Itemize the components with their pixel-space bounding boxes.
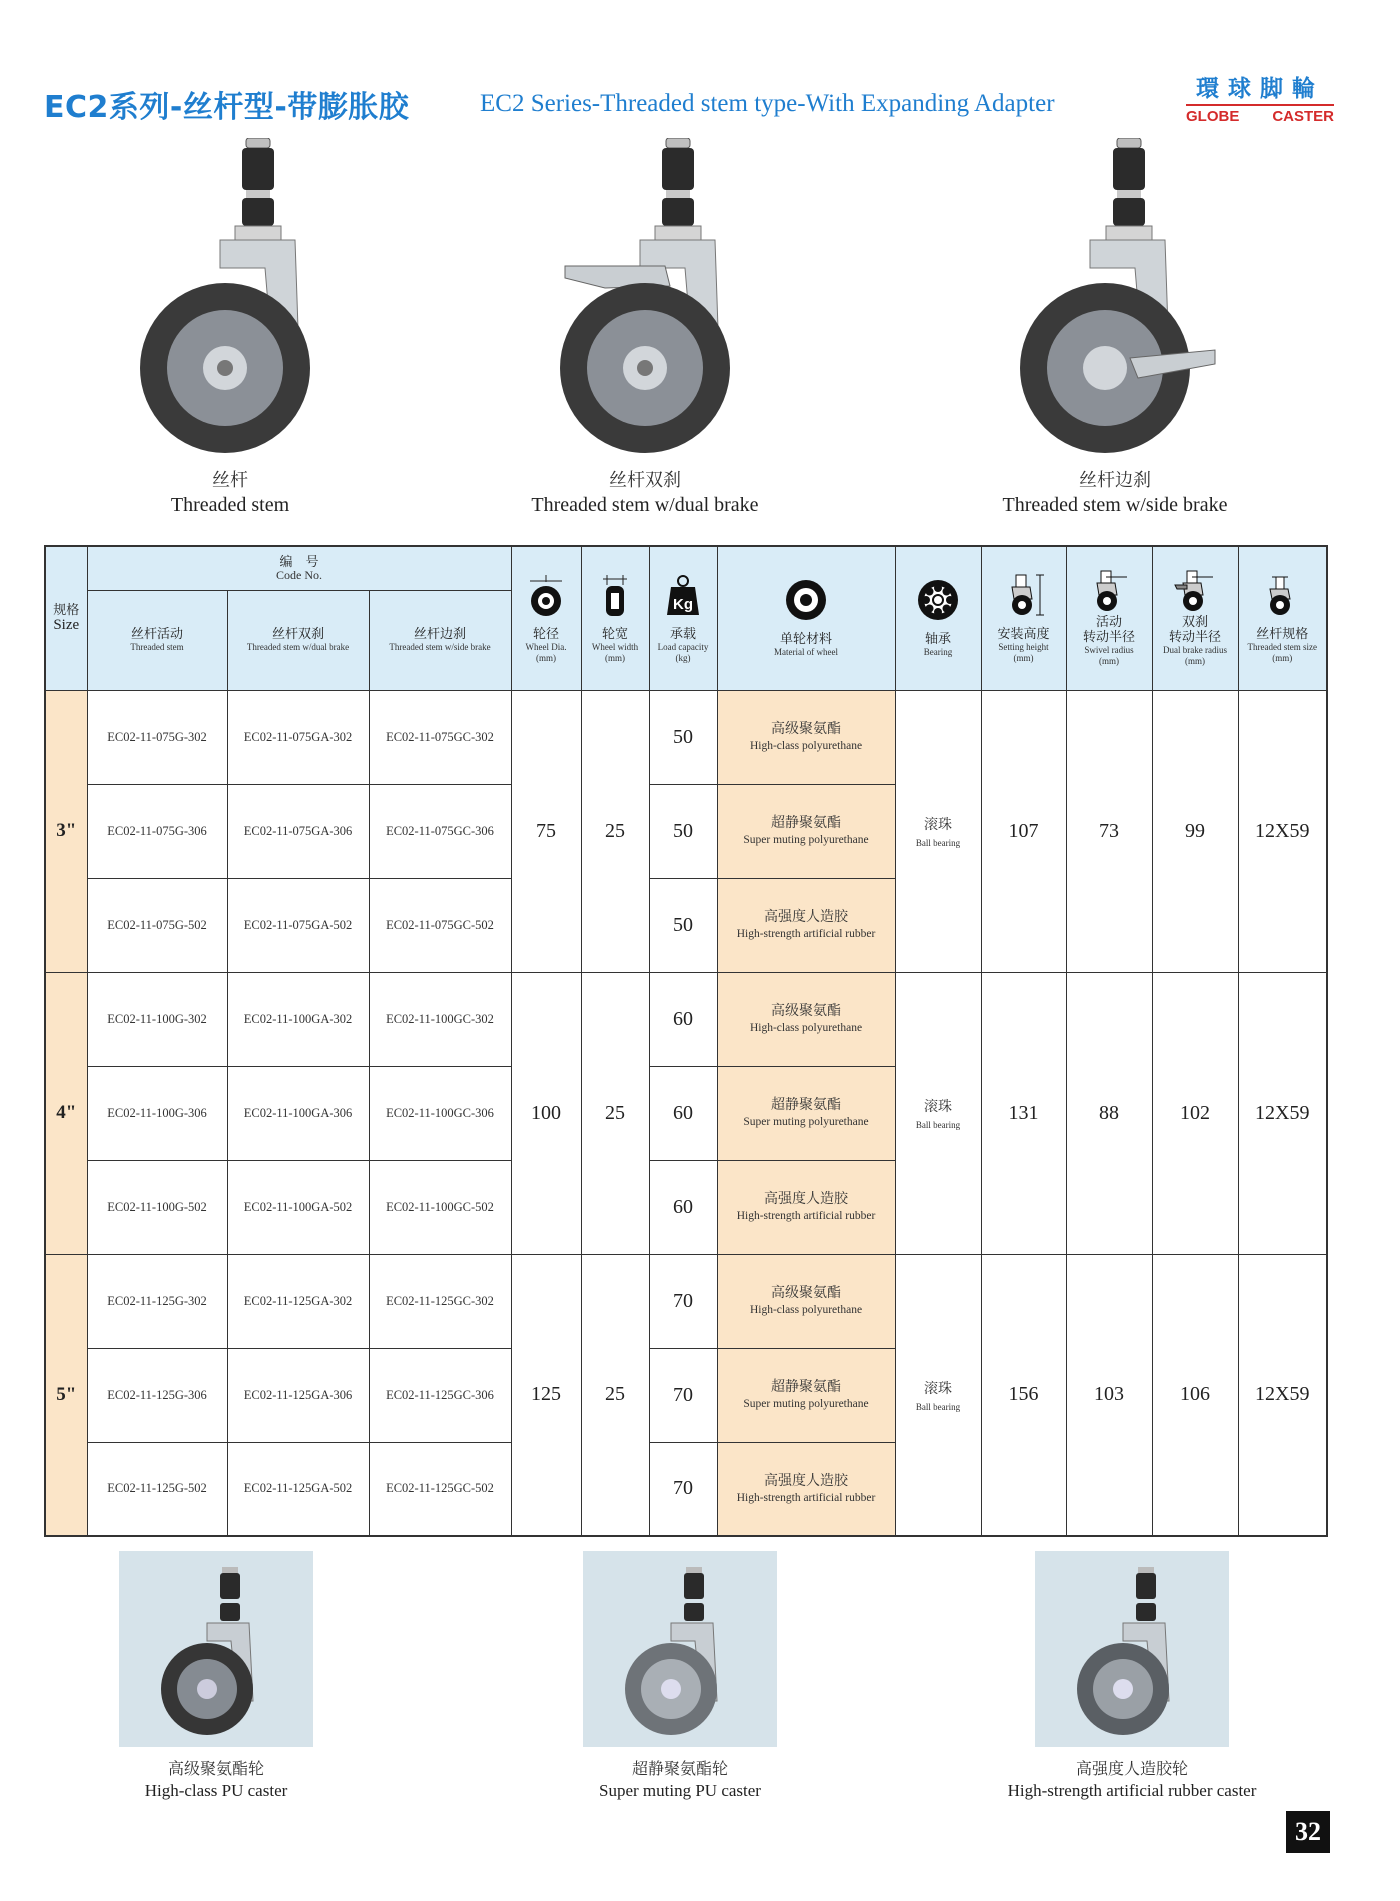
header-height-cn: 安装高度 xyxy=(997,626,1050,642)
code-dual-brake: EC02-11-075GA-502 xyxy=(227,878,369,972)
header-size-en: Size xyxy=(53,617,80,634)
header-width-unit: (mm) xyxy=(605,652,625,663)
header-dual-cn: 丝杆双刹 xyxy=(271,627,324,642)
swivel-radius-icon xyxy=(1087,569,1131,613)
page-title-english: EC2 Series-Threaded stem type-With Expanding Adapter xyxy=(480,90,1055,117)
code-threaded: EC02-11-075G-302 xyxy=(87,690,227,784)
logo-chinese: 環球脚輪 xyxy=(1186,70,1334,106)
header-wheel-width xyxy=(581,546,649,690)
wheel-width: 25 xyxy=(581,972,649,1254)
dual-brake-radius: 106 xyxy=(1152,1254,1238,1536)
code-side-brake: EC02-11-075GC-502 xyxy=(369,878,511,972)
header-bearing-en: Bearing xyxy=(923,647,953,658)
material-en: Super muting polyurethane xyxy=(743,1398,869,1410)
header-dual-brake-radius xyxy=(1152,546,1238,690)
code-threaded: EC02-11-125G-502 xyxy=(87,1442,227,1536)
header-setting-height xyxy=(981,546,1066,690)
code-dual-brake: EC02-11-075GA-302 xyxy=(227,690,369,784)
load-capacity: 50 xyxy=(649,690,717,784)
material-en: High-class polyurethane xyxy=(749,1022,863,1034)
header-code-cn: 编 号 xyxy=(279,555,319,571)
header-stem-unit: (mm) xyxy=(1272,652,1293,663)
threaded-stem-caster-image xyxy=(125,138,335,458)
code-side-brake: EC02-11-125GC-306 xyxy=(369,1348,511,1442)
caption-cn: 丝杆 xyxy=(212,470,248,491)
header-load-cn: 承载 xyxy=(669,626,696,642)
caption-en: Threaded stem w/side brake xyxy=(1002,494,1228,516)
header-swivel-radius xyxy=(1066,546,1152,690)
page-title-chinese: EC2系列-丝杆型-带膨胀胶 xyxy=(44,90,410,125)
code-threaded: EC02-11-100G-302 xyxy=(87,972,227,1066)
wheel-material xyxy=(717,1066,895,1160)
material-cn: 高级聚氨酯 xyxy=(771,1003,841,1019)
material-cn: 超静聚氨酯 xyxy=(771,1379,841,1395)
caption-threaded-stem-dual-brake xyxy=(465,466,825,517)
header-wheel-dia xyxy=(511,546,581,690)
header-code-no xyxy=(87,546,511,590)
brand-logo xyxy=(1186,70,1334,124)
header-threaded-en: Threaded stem xyxy=(130,642,184,652)
bearing-cn: 滚珠 xyxy=(924,817,952,833)
material-cn: 高级聚氨酯 xyxy=(771,1285,841,1301)
bearing-en: Ball bearing xyxy=(915,838,961,848)
wheel-material xyxy=(717,972,895,1066)
code-threaded: EC02-11-100G-306 xyxy=(87,1066,227,1160)
code-threaded: EC02-11-125G-306 xyxy=(87,1348,227,1442)
header-threaded-stem-size xyxy=(1238,546,1327,690)
caption-en: High-strength artificial rubber caster xyxy=(1007,1781,1257,1800)
swivel-radius: 103 xyxy=(1066,1254,1152,1536)
header-dual-en: Threaded stem w/dual brake xyxy=(246,642,350,652)
code-side-brake: EC02-11-100GC-306 xyxy=(369,1066,511,1160)
header-threaded xyxy=(87,590,227,690)
header-code-en: Code No. xyxy=(276,568,322,583)
code-threaded: EC02-11-075G-502 xyxy=(87,878,227,972)
wheel-material xyxy=(717,878,895,972)
load-capacity: 70 xyxy=(649,1442,717,1536)
caption-high-class-pu xyxy=(56,1756,376,1801)
caption-en: Super muting PU caster xyxy=(599,1781,761,1800)
code-threaded: EC02-11-125G-302 xyxy=(87,1254,227,1348)
header-size-cn: 规格 xyxy=(53,603,80,619)
header-side-en: Threaded stem w/side brake xyxy=(389,642,491,652)
caption-threaded-stem xyxy=(50,466,410,517)
material-en: Super muting polyurethane xyxy=(743,834,869,846)
load-capacity: 70 xyxy=(649,1348,717,1442)
logo-english xyxy=(1186,108,1334,125)
code-threaded: EC02-11-075G-306 xyxy=(87,784,227,878)
bearing xyxy=(895,972,981,1254)
header-swivel-en: Swivel radius xyxy=(1084,645,1134,656)
threaded-stem-size: 12X59 xyxy=(1238,690,1327,972)
code-side-brake: EC02-11-075GC-306 xyxy=(369,784,511,878)
load-capacity: 50 xyxy=(649,784,717,878)
header-bearing-cn: 轴承 xyxy=(924,632,951,648)
load-capacity: 60 xyxy=(649,972,717,1066)
threaded-stem-size-icon xyxy=(1260,573,1304,617)
header-dualr-unit: (mm) xyxy=(1185,656,1205,667)
size-cell: 5" xyxy=(45,1254,87,1536)
caption-cn: 高级聚氨酯轮 xyxy=(167,1759,264,1778)
table-row xyxy=(45,972,1327,1066)
setting-height: 156 xyxy=(981,1254,1066,1536)
ball-bearing-icon xyxy=(916,578,960,622)
caption-threaded-stem-side-brake xyxy=(935,466,1295,517)
header-dia-cn: 轮径 xyxy=(532,626,559,642)
code-side-brake: EC02-11-100GC-502 xyxy=(369,1160,511,1254)
header-stem-cn: 丝杆规格 xyxy=(1256,626,1309,642)
material-en: High-strength artificial rubber xyxy=(736,928,876,940)
wheel-material-icon xyxy=(784,578,828,622)
svg-text:Kg: Kg xyxy=(673,595,693,613)
wheel-diameter-icon xyxy=(526,573,566,617)
header-threaded-cn: 丝杆活动 xyxy=(130,627,183,642)
logo-caster: CASTER xyxy=(1272,108,1334,125)
material-en: High-class polyurethane xyxy=(749,1304,863,1316)
material-cn: 超静聚氨酯 xyxy=(771,1097,841,1113)
header-dualr-cn: 双刹 转动半径 xyxy=(1168,615,1221,646)
table-row xyxy=(45,690,1327,784)
header-dia-unit: (mm) xyxy=(536,652,556,663)
code-dual-brake: EC02-11-100GA-306 xyxy=(227,1066,369,1160)
material-cn: 高强度人造胶 xyxy=(764,909,848,925)
threaded-stem-size: 12X59 xyxy=(1238,1254,1327,1536)
load-capacity: 60 xyxy=(649,1066,717,1160)
logo-globe: GLOBE xyxy=(1186,108,1240,125)
wheel-material xyxy=(717,1348,895,1442)
swivel-radius: 88 xyxy=(1066,972,1152,1254)
load-capacity: 70 xyxy=(649,1254,717,1348)
caption-en: Threaded stem xyxy=(170,494,290,516)
material-cn: 超静聚氨酯 xyxy=(771,815,841,831)
header-dual xyxy=(227,590,369,690)
header-material xyxy=(717,546,895,690)
wheel-width-icon xyxy=(595,573,635,617)
wheel-material xyxy=(717,690,895,784)
material-cn: 高强度人造胶 xyxy=(764,1472,848,1489)
header-height-unit: (mm) xyxy=(1013,652,1034,663)
super-muting-pu-caster-photo xyxy=(583,1551,777,1747)
code-side-brake: EC02-11-125GC-302 xyxy=(369,1254,511,1348)
header-swivel-unit: (mm) xyxy=(1099,656,1119,667)
threaded-stem-dual-brake-caster-image xyxy=(545,138,755,458)
code-dual-brake: EC02-11-125GA-306 xyxy=(227,1348,369,1442)
caption-en: High-class PU caster xyxy=(144,1781,288,1800)
setting-height: 131 xyxy=(981,972,1066,1254)
material-cn: 高强度人造胶 xyxy=(764,1191,848,1207)
wheel-width: 25 xyxy=(581,690,649,972)
code-side-brake: EC02-11-100GC-302 xyxy=(369,972,511,1066)
code-dual-brake: EC02-11-075GA-306 xyxy=(227,784,369,878)
header-height-en: Setting height xyxy=(998,641,1049,652)
header-dia-en: Wheel Dia. xyxy=(525,641,567,652)
caption-en: Threaded stem w/dual brake xyxy=(531,494,759,516)
dual-brake-radius-icon xyxy=(1173,569,1217,613)
wheel-material xyxy=(717,784,895,878)
caption-cn: 超静聚氨酯轮 xyxy=(631,1759,728,1778)
setting-height: 107 xyxy=(981,690,1066,972)
code-side-brake: EC02-11-075GC-302 xyxy=(369,690,511,784)
size-cell: 3" xyxy=(45,690,87,972)
bearing-cn: 滚珠 xyxy=(924,1380,952,1397)
high-class-pu-caster-photo xyxy=(119,1551,313,1747)
material-en: High-strength artificial rubber xyxy=(736,1491,876,1504)
caption-cn: 高强度人造胶轮 xyxy=(1075,1759,1188,1778)
caption-super-muting-pu xyxy=(520,1756,840,1801)
wheel-dia: 75 xyxy=(511,690,581,972)
header-width-cn: 轮宽 xyxy=(601,626,628,642)
wheel-dia: 125 xyxy=(511,1254,581,1536)
wheel-width: 25 xyxy=(581,1254,649,1536)
dual-brake-radius: 102 xyxy=(1152,972,1238,1254)
load-capacity: 60 xyxy=(649,1160,717,1254)
header-material-cn: 单轮材料 xyxy=(779,632,832,648)
threaded-stem-size: 12X59 xyxy=(1238,972,1327,1254)
header-width-en: Wheel width xyxy=(591,641,639,652)
wheel-dia: 100 xyxy=(511,972,581,1254)
header-stem-en: Threaded stem size xyxy=(1247,641,1317,652)
header-load xyxy=(649,546,717,690)
header-dualr-en: Dual brake radius xyxy=(1163,645,1227,656)
size-cell: 4" xyxy=(45,972,87,1254)
code-threaded: EC02-11-100G-502 xyxy=(87,1160,227,1254)
bearing xyxy=(895,1254,981,1536)
material-en: High-strength artificial rubber xyxy=(736,1210,876,1222)
wheel-material xyxy=(717,1160,895,1254)
wheel-material xyxy=(717,1254,895,1348)
page-number: 32 xyxy=(1286,1811,1330,1853)
bearing-en: Ball bearing xyxy=(915,1120,961,1130)
header-material-en: Material of wheel xyxy=(774,647,838,658)
dual-brake-radius: 99 xyxy=(1152,690,1238,972)
header-side-cn: 丝杆边刹 xyxy=(413,627,466,642)
header-load-en: Load capacity xyxy=(657,641,709,652)
code-dual-brake: EC02-11-125GA-302 xyxy=(227,1254,369,1348)
load-capacity: 50 xyxy=(649,878,717,972)
header-swivel-cn: 活动 转动半径 xyxy=(1082,615,1135,646)
wheel-material xyxy=(717,1442,895,1536)
code-dual-brake: EC02-11-100GA-502 xyxy=(227,1160,369,1254)
caption-artificial-rubber xyxy=(972,1756,1292,1801)
threaded-stem-side-brake-caster-image xyxy=(1010,138,1220,458)
code-side-brake: EC02-11-125GC-502 xyxy=(369,1442,511,1536)
table-row xyxy=(45,1254,1327,1348)
bearing-en: Ball bearing xyxy=(915,1401,961,1412)
caption-cn: 丝杆边刹 xyxy=(1079,470,1151,491)
bearing-cn: 滚珠 xyxy=(924,1099,952,1115)
code-dual-brake: EC02-11-125GA-502 xyxy=(227,1442,369,1536)
specification-table xyxy=(44,545,1328,1537)
header-side xyxy=(369,590,511,690)
header-bearing xyxy=(895,546,981,690)
header-size xyxy=(45,546,87,690)
material-en: High-class polyurethane xyxy=(749,740,863,752)
material-cn: 高级聚氨酯 xyxy=(771,721,841,737)
setting-height-icon xyxy=(1002,573,1046,617)
bearing xyxy=(895,690,981,972)
caption-cn: 丝杆双刹 xyxy=(609,470,681,491)
artificial-rubber-caster-photo xyxy=(1035,1551,1229,1747)
code-dual-brake: EC02-11-100GA-302 xyxy=(227,972,369,1066)
material-en: Super muting polyurethane xyxy=(743,1116,869,1128)
swivel-radius: 73 xyxy=(1066,690,1152,972)
weight-kg-icon xyxy=(663,573,703,617)
header-load-unit: (kg) xyxy=(675,652,691,663)
